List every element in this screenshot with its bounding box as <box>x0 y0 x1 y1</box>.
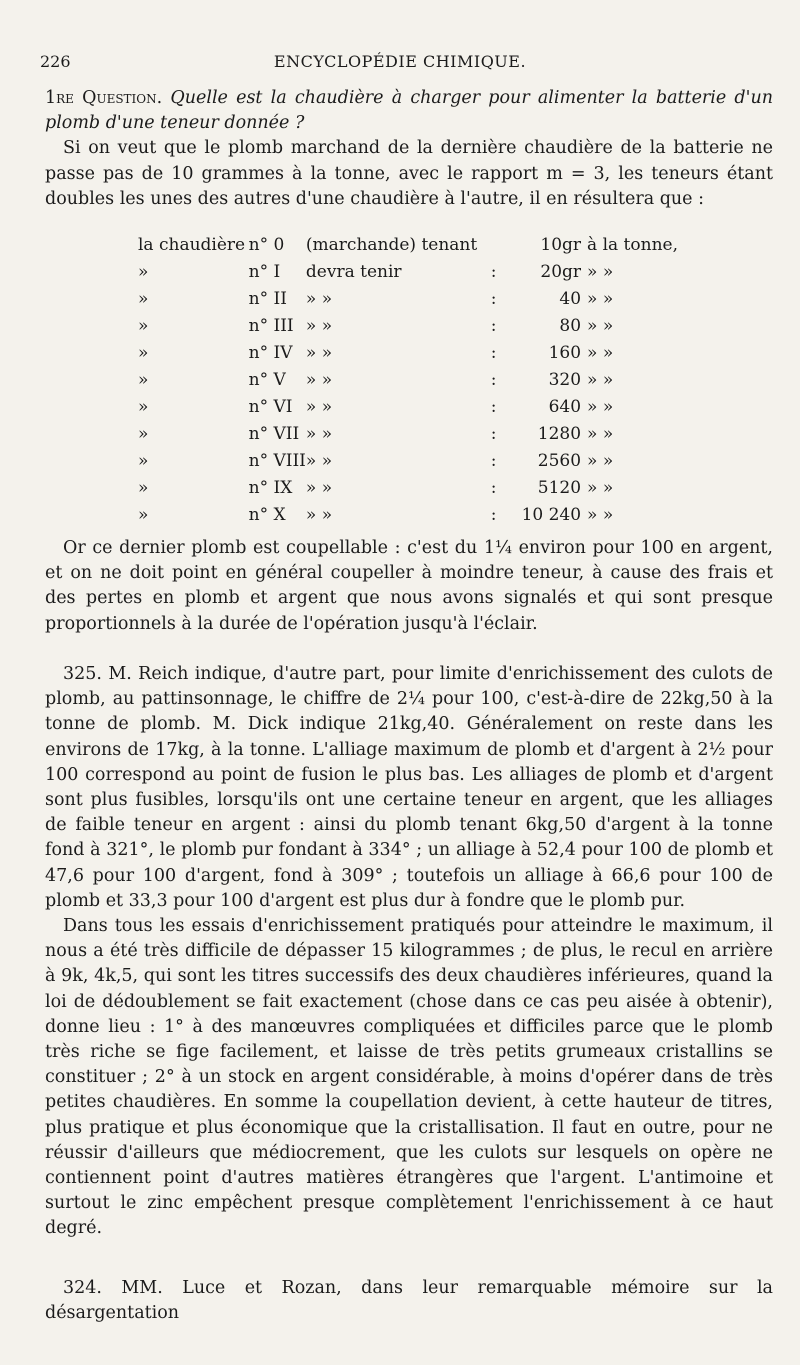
table-row <box>138 313 678 340</box>
table-cell-c2: n° IV <box>248 343 293 363</box>
table-cell-c3: » » <box>305 397 333 417</box>
table-cell-c1: » <box>138 478 149 498</box>
table-cell-c6: » » <box>587 505 614 525</box>
table-cell-c4: : <box>490 262 497 282</box>
table-cell-c3: (marchande) tenant <box>305 235 478 255</box>
table-cell-c5: 5120 <box>537 478 582 498</box>
table-cell-c5: 80 <box>559 316 582 336</box>
table-cell-c1: » <box>138 316 149 336</box>
table-row <box>138 232 678 259</box>
table-cell-c1: » <box>138 397 149 417</box>
table-row <box>138 340 678 367</box>
question-text: Quelle est la chaudière à charger pour alimenter la batterie d'un plomb d'une teneur donnée ? <box>45 88 773 134</box>
question-block <box>45 86 773 212</box>
table-cell-c4: : <box>490 424 497 444</box>
table-cell-c3: » » <box>305 316 333 336</box>
table-cell-c3: » » <box>305 505 333 525</box>
table-cell-c5: 320 <box>548 370 582 390</box>
table-cell-c6: » » <box>587 262 614 282</box>
table-cell-c1: » <box>138 424 149 444</box>
table-cell-c4: : <box>490 397 497 417</box>
table-cell-c3: » » <box>305 424 333 444</box>
table-cell-c4: : <box>490 505 497 525</box>
table-cell-c6: » » <box>587 424 614 444</box>
table-cell-c6: » » <box>587 316 614 336</box>
table-cell-c5: 1280 <box>537 424 582 444</box>
table-row <box>138 448 678 475</box>
table-row <box>138 259 678 286</box>
table-cell-c4: : <box>490 451 497 471</box>
table-cell-c1: » <box>138 289 149 309</box>
table-cell-c6: » » <box>587 289 614 309</box>
table-row <box>138 394 678 421</box>
running-header <box>40 52 760 78</box>
table-row <box>138 367 678 394</box>
question-title <box>45 86 773 136</box>
table-cell-c6: » » <box>587 478 614 498</box>
table-row <box>138 475 678 502</box>
table-cell-c2: n° II <box>248 289 287 309</box>
table-cell-c1: » <box>138 505 149 525</box>
table-cell-c2: n° VI <box>248 397 293 417</box>
table-cell-c1: la chaudière <box>138 235 246 255</box>
table-cell-c3: » » <box>305 370 333 390</box>
table-cell-c3: » » <box>305 343 333 363</box>
table-cell-c3: » » <box>305 289 333 309</box>
paragraph-after-table <box>45 536 773 637</box>
table-cell-c2: n° VIII <box>248 451 306 471</box>
table-cell-c6: à la tonne, <box>587 235 678 255</box>
section-324 <box>45 1276 773 1326</box>
table-cell-c6: » » <box>587 451 614 471</box>
table-cell-c5: 160 <box>548 343 582 363</box>
table-cell-c2: n° VII <box>248 424 300 444</box>
table-cell-c3: devra tenir <box>305 262 402 282</box>
table-row <box>138 502 678 529</box>
table-row <box>138 286 678 313</box>
paragraph-text: 325. M. Reich indique, d'autre part, pour limite d'enrichissement des culots de plomb, au pattinsonnage, le chiffre de 2¼ pour 100, c'est-à-dire de 22kg,50 à la tonne de plomb. M. Dick indique 21kg,40. Généralement on reste dans les environs de 17kg, à la tonne. L'alliage maximum de plomb et d'argent à 2½ pour 100 correspond au point de fusion le plus bas. Les alliages de plomb et d'argent sont plus fusibles, lorsqu'ils ont une certaine teneur en argent, que les alliages de faible teneur en argent : ainsi du plomb tenant 6kg,50 d'argent à la tonne fond à 321°, le plomb pur fondant à 334° ; un alliage à 52,4 pour 100 de plomb et 47,6 pour 100 d'argent, fond à 309° ; toutefois un alliage à 66,6 pour 100 de plomb et 33,3 pour 100 d'argent est plus dur à fondre que le plomb pur. <box>45 664 773 911</box>
paragraph-text: 324. MM. Luce et Rozan, dans leur remarquable mémoire sur la désargentation <box>45 1278 773 1324</box>
question-label: 1re Question. <box>45 88 163 108</box>
table-cell-c1: » <box>138 451 149 471</box>
table-cell-c2: n° IX <box>248 478 293 498</box>
table-cell-c4: : <box>490 478 497 498</box>
question-body: Si on veut que le plomb marchand de la dernière chaudière de la batterie ne passe pas de 10 grammes à la tonne, avec le rapport m = 3, les teneurs étant doubles les unes des autres d'une chaudière à l'autre, il en résultera que : <box>45 138 773 209</box>
boiler-content-table <box>138 232 678 529</box>
table-cell-c2: n° X <box>248 505 286 525</box>
paragraph-text: Dans tous les essais d'enrichissement pratiqués pour atteindre le maximum, il nous a été très difficile de dépasser 15 kilogrammes ; de plus, le recul en arrière à 9k, 4k,5, qui sont les titres successifs des deux chaudières inférieures, quand la loi de dédoublement se fait exactement (chose dans ce cas peu aisée à obtenir), donne lieu : 1° à des manœuvres compliquées et difficiles parce que le plomb très riche se fige facilement, et laisse de très petits grumeaux cristallins se constituer ; 2° à un stock en argent considérable, à moins d'opérer dans de très petites chaudières. En somme la coupellation devient, à cette hauteur de titres, plus pratique et plus économique que la cristallisation. Il faut en outre, pour ne réussir d'ailleurs que médiocrement, que les culots sur lesquels on opère ne contiennent point d'autres matières étrangères que l'argent. L'antimoine et surtout le zinc empêchent presque complètement l'enrichissement à ce haut degré. <box>45 916 773 1239</box>
table-cell-c4: : <box>490 343 497 363</box>
table-cell-c5: 20gr <box>540 262 582 282</box>
table-cell-c3: » » <box>305 478 333 498</box>
table-cell-c2: n° I <box>248 262 281 282</box>
table-cell-c5: 40 <box>559 289 582 309</box>
table-cell-c1: » <box>138 262 149 282</box>
table-cell-c4: : <box>490 316 497 336</box>
table-cell-c5: 10gr <box>540 235 582 255</box>
table-cell-c2: n° V <box>248 370 286 390</box>
page-number: 226 <box>40 52 71 71</box>
table-cell-c4: : <box>490 370 497 390</box>
running-title: ENCYCLOPÉDIE CHIMIQUE. <box>273 52 527 71</box>
table-cell-c2: n° III <box>248 316 294 336</box>
paragraph-text: Or ce dernier plomb est coupellable : c'est du 1¼ environ pour 100 en argent, et on ne doit point en général coupeller à moindre teneur, à cause des frais et des pertes en plomb et argent que nous avons signalés et qui sont presque proportionnels à la durée de l'opération jusqu'à l'éclair. <box>45 538 773 634</box>
table-cell-c6: » » <box>587 343 614 363</box>
table-cell-c1: » <box>138 343 149 363</box>
table-cell-c5: 2560 <box>537 451 582 471</box>
table-cell-c5: 640 <box>548 397 582 417</box>
table-cell-c4: : <box>490 289 497 309</box>
table-cell-c4 <box>491 232 514 259</box>
table-row <box>138 421 678 448</box>
table-cell-c5: 10 240 <box>521 505 582 525</box>
section-325 <box>45 662 773 1242</box>
table-cell-c6: » » <box>587 397 614 417</box>
table-cell-c3: » » <box>305 451 333 471</box>
table-cell-c1: » <box>138 370 149 390</box>
table-cell-c6: » » <box>587 370 614 390</box>
table-cell-c2: n° 0 <box>248 235 285 255</box>
